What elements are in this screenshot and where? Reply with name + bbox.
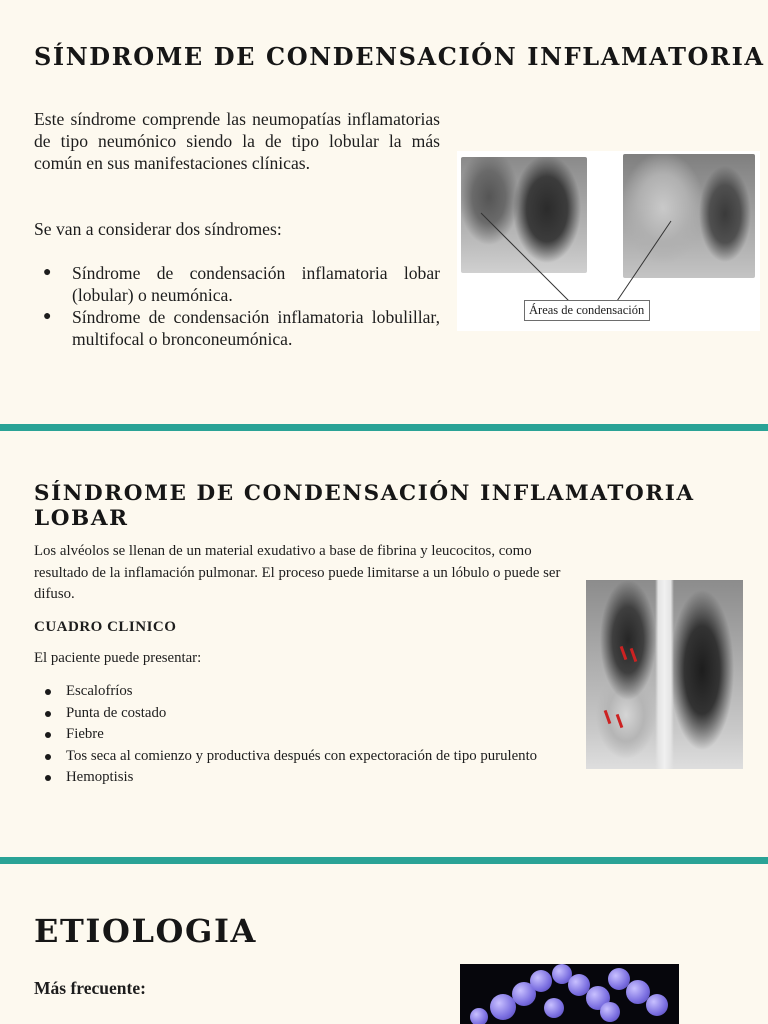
bacterium	[544, 998, 564, 1018]
red-arrow-marker	[616, 714, 624, 728]
red-arrow-marker	[604, 710, 612, 724]
section-divider	[0, 857, 768, 864]
list-item: Tos seca al comienzo y productiva después con expectoración de tipo purulento	[34, 746, 554, 768]
description-paragraph: Los alvéolos se llenan de un material exudativo a base de fibrina y leucocitos, como resultado de la inflamación pulmonar. El proceso puede limitarse a un lóbulo o puede ser difuso.	[34, 543, 561, 602]
bacterium	[600, 1002, 620, 1022]
red-arrow-marker	[620, 646, 628, 660]
bacterium	[646, 994, 668, 1016]
section-title: ETIOLOGIA	[34, 912, 257, 950]
list-item: Escalofríos	[34, 681, 554, 703]
section-title: SÍNDROME DE CONDENSACIÓN INFLAMATORIA LOBAR	[34, 481, 695, 531]
bacterium	[470, 1008, 488, 1024]
list-item: ● Síndrome de condensación inflamatoria lobar (lobular) o neumónica.	[34, 262, 440, 306]
bacterium	[530, 970, 552, 992]
list-item: ● Síndrome de condensación inflamatoria lobulillar, multifocal o bronconeumónica.	[34, 306, 440, 350]
symptom-list	[34, 681, 554, 789]
section-title: SÍNDROME DE CONDENSACIÓN INFLAMATORIA	[34, 42, 765, 71]
most-frequent-label: Más frecuente:	[34, 978, 146, 998]
xray-comparison-image	[457, 151, 760, 331]
list-item: Hemoptisis	[34, 767, 554, 789]
image-caption: Áreas de condensación	[524, 300, 650, 321]
list-item: Fiebre	[34, 724, 554, 746]
syndrome-list	[34, 262, 440, 350]
chest-xray-lobar	[586, 580, 743, 769]
list-intro: Se van a considerar dos síndromes:	[34, 219, 282, 239]
list-intro: El paciente puede presentar:	[34, 650, 202, 666]
red-arrow-marker	[630, 648, 638, 662]
subheading: CUADRO CLINICO	[34, 619, 177, 635]
list-item: Punta de costado	[34, 703, 554, 725]
bacteria-micrograph	[460, 964, 679, 1024]
section-divider	[0, 424, 768, 431]
intro-paragraph: Este síndrome comprende las neumopatías inflamatorias de tipo neumónico siendo la de tipo lobular la más común en sus manifestaciones clínicas.	[34, 109, 440, 173]
